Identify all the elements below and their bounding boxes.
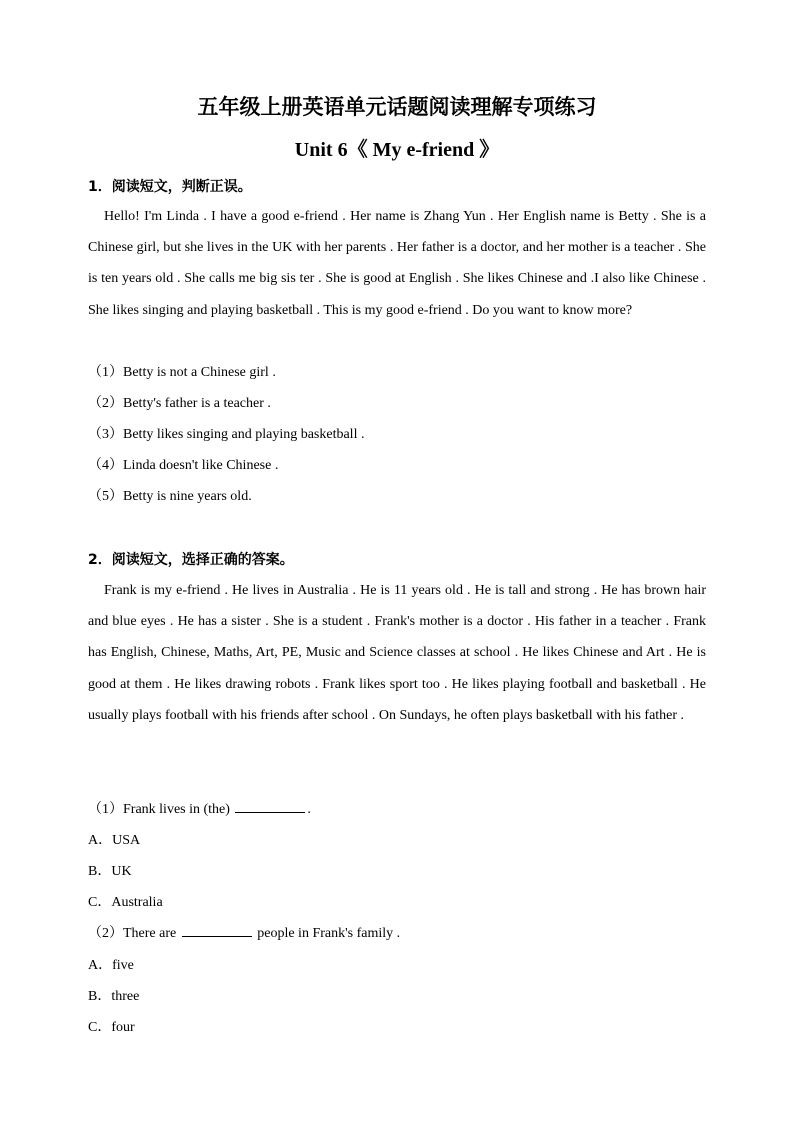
question-2-option-a: A．five <box>88 958 134 973</box>
question-2-option-b: B．three <box>88 989 140 1004</box>
unit-subtitle: Unit 6《 My e-friend 》 <box>294 139 500 161</box>
question-1-suffix: . <box>307 802 311 817</box>
question-2 <box>88 924 706 944</box>
question-1 <box>88 800 706 820</box>
question-2-suffix: people in Frank's family . <box>253 926 401 941</box>
question-2-prefix: （2）There are <box>88 926 180 941</box>
question-2-option-c: C．four <box>88 1020 135 1035</box>
tf-item-4: （4）Linda doesn't like Chinese . <box>88 458 279 473</box>
tf-item-3: （3）Betty likes singing and playing basketball . <box>88 427 365 442</box>
section-2-heading: 2．阅读短文，选择正确的答案。 <box>88 552 294 568</box>
answer-blank <box>182 924 252 937</box>
tf-item-2: （2）Betty's father is a teacher . <box>88 396 271 411</box>
section-2-passage: Frank is my e-friend . He lives in Australia . He is 11 years old . He is tall and strong . He has brown hair and blue eyes . He has a sister . She is a student . Frank's mother is a doctor . His father in a teacher . Frank has English, Chinese, Maths, Art, PE, Music and Science classes at school . He likes Chinese and Art . He is good at them . He likes drawing robots . Frank likes sport too . He likes playing football and basketball . He usually plays football with his friends after school . On Sundays, he often plays basketball with his father . <box>88 583 706 723</box>
answer-blank <box>235 800 305 813</box>
question-1-option-c: C．Australia <box>88 895 163 910</box>
question-1-prefix: （1）Frank lives in (the) <box>88 802 234 817</box>
page-title: 五年级上册英语单元话题阅读理解专项练习 <box>197 94 597 119</box>
question-1-option-a: A．USA <box>88 833 141 848</box>
tf-item-5: （5）Betty is nine years old. <box>88 489 252 504</box>
section-1-passage: Hello! I'm Linda . I have a good e-friend . Her name is Zhang Yun . Her English name is Betty . She is a Chinese girl, but she lives in the UK with her parents . Her father is a doctor, and her mother is a teacher . She is ten years old . She calls me big sis ter . She is good at English . She likes Chinese and .I also like Chinese . She likes singing and playing basketball . This is my good e-friend . Do you want to know more? <box>88 209 706 318</box>
tf-item-1: （1）Betty is not a Chinese girl . <box>88 365 276 380</box>
section-1-heading: 1．阅读短文，判断正误。 <box>88 179 252 195</box>
question-1-option-b: B．UK <box>88 864 132 879</box>
